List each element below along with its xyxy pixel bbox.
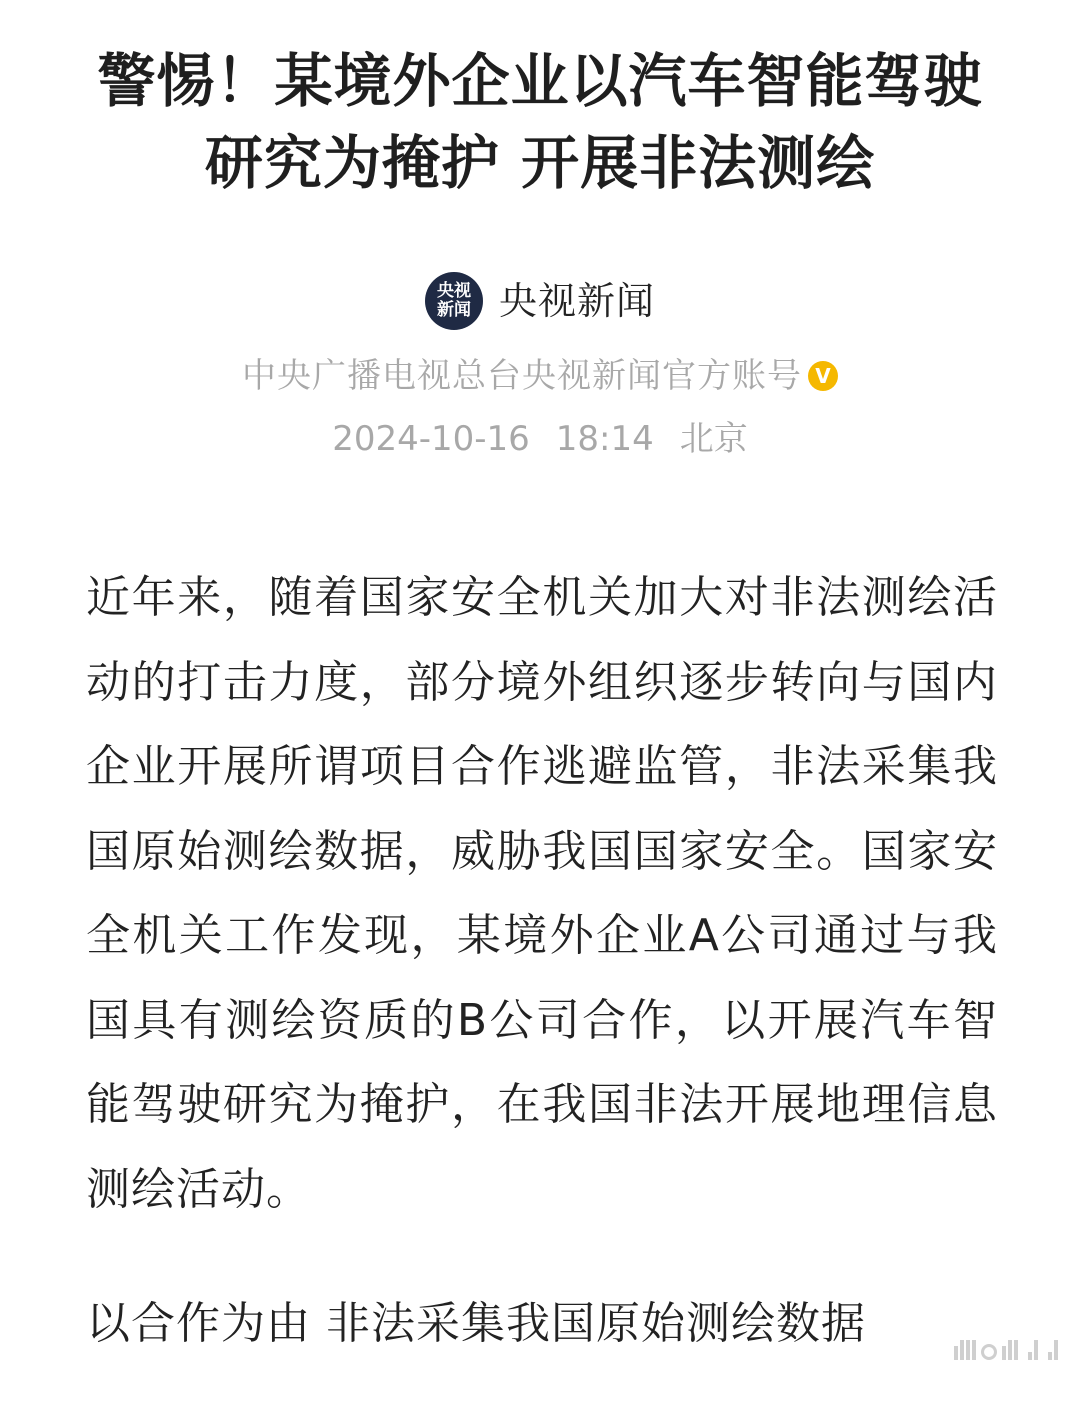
logo-text-line-1: 央视 (436, 281, 471, 301)
publish-meta (0, 414, 1080, 464)
cctv-news-logo-icon[interactable] (425, 272, 483, 330)
article-title-line-1: 警惕！某境外企业以汽车智能驾驶 (97, 47, 983, 115)
source-row[interactable] (0, 270, 1080, 332)
publish-location: 北京 (679, 419, 748, 459)
logo-text-line-2: 新闻 (436, 300, 471, 320)
article-sub-heading: 以合作为由 非法采集我国原始测绘数据 (86, 1298, 866, 1349)
watermark-icon (954, 1334, 1058, 1360)
account-description-row (0, 350, 1080, 402)
source-name-link[interactable]: 央视新闻 (498, 279, 655, 323)
publish-date: 2024-10-16 (332, 419, 530, 459)
verified-badge-icon: V (808, 361, 838, 391)
publish-time: 18:14 (555, 419, 654, 459)
article-title (60, 40, 1020, 204)
article-title-line-2: 研究为掩护 开展非法测绘 (204, 129, 876, 197)
account-description: 中央广播电视总台央视新闻官方账号 (242, 356, 802, 396)
article-body-paragraph: 近年来，随着国家安全机关加大对非法测绘活动的打击力度，部分境外组织逐步转向与国内企业开展所谓项目合作逃避监管，非法采集我国原始测绘数据，威胁我国国家安全。国家安全机关工作发现，某境外企业A公司通过与我国具有测绘资质的B公司合作，以开展汽车智能驾驶研究为掩护，在我国非法开展地理信息测绘活动。 (86, 572, 998, 1215)
